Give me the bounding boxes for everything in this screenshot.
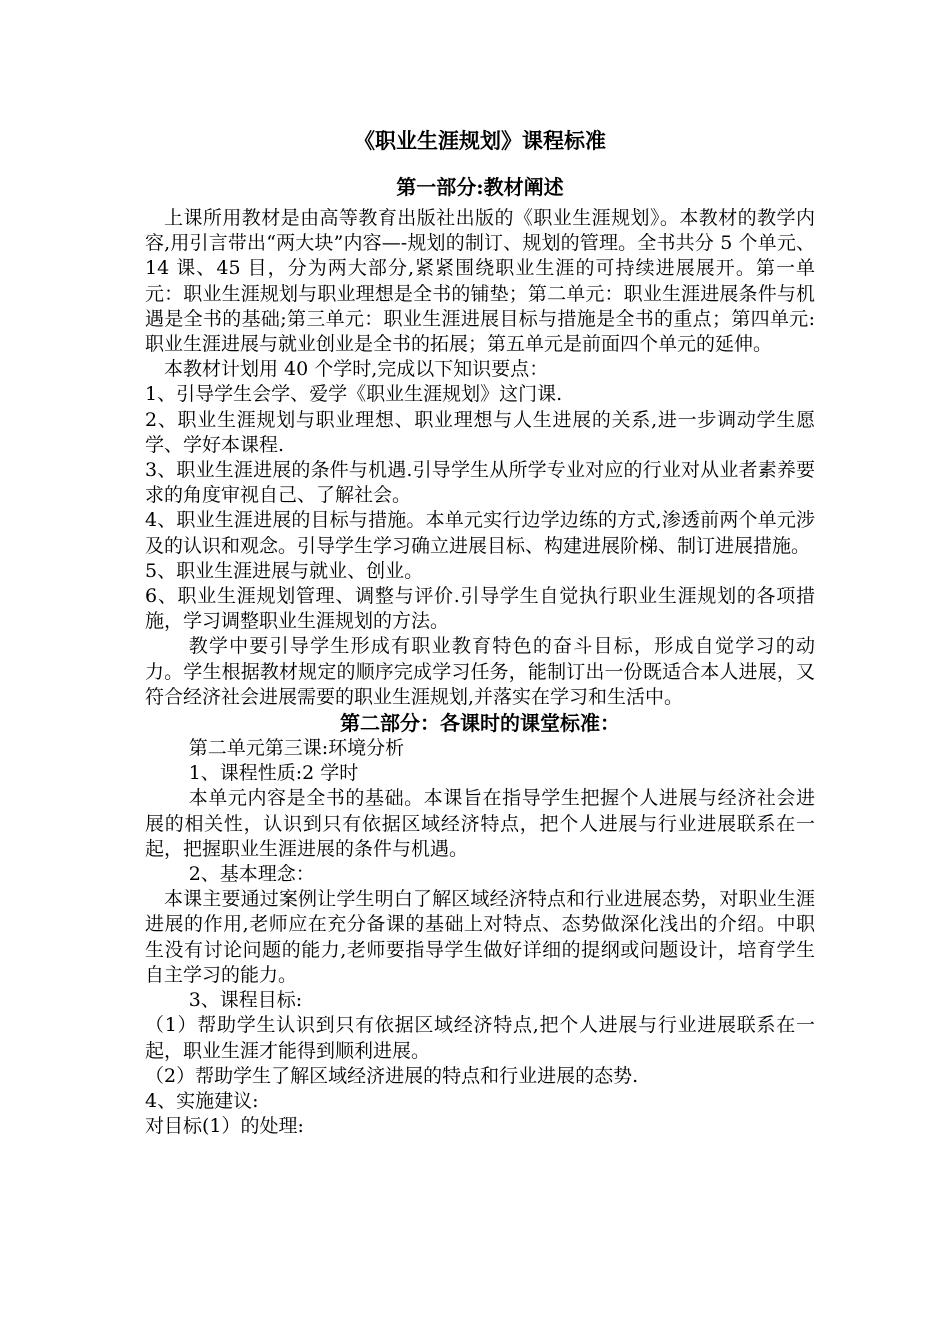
- list-item: 1、引导学生会学、爱学《职业生涯规划》这门课.: [145, 383, 563, 406]
- list-item: 5、职业生涯进展与就业、创业。: [145, 559, 424, 582]
- advice-title: 4、实施建议:: [145, 1089, 259, 1112]
- part1-intro-paragraph: 上课所用教材是由高等教育出版社出版的《职业生涯规划》。本教材的教学内容,用引言带出“两大块”内容—-规划的制订、规划的管理。全书共分 5 个单元、14 课、45 目，分为两大部分,紧紧围绕职业生涯的可持续进展展开。第一单元：职业生涯规划与职业理想是全书的铺垫；第二单元：职业生涯进展条件与机遇是全书的基础;第三单元：职业生涯进展目标与措施是全书的重点；第四单元:职业生涯进展与就业创业是全书的拓展；第五单元是前面四个单元的延伸。: [145, 207, 815, 356]
- part2-heading: 第二部分：各课时的课堂标准：: [340, 711, 620, 736]
- part1-heading: 第一部分:教材阐述: [396, 175, 564, 199]
- knowledge-points-list: [145, 382, 815, 634]
- part1-closing-paragraph: 教学中要引导学生形成有职业教育特色的奋斗目标，形成自觉学习的动力。学生根据教材规定的顺序完成学习任务，能制订出一份既适合本人进展，又符合经济社会进展需要的职业生涯规划,并落实在学习和生活中。: [145, 635, 815, 708]
- document-page: [145, 128, 815, 1139]
- goal-item: （2）帮助学生了解区域经济进展的特点和行业进展的态势.: [145, 1064, 639, 1087]
- advice-goal1-title: 对目标(1）的处理:: [145, 1115, 304, 1138]
- goals-title: 3、课程目标:: [188, 989, 303, 1012]
- list-item: 3、职业生涯进展的条件与机遇.引导学生从所学专业对应的行业对从业者素养要求的角度审视自己、了解社会。: [145, 459, 815, 507]
- list-item: 6、职业生涯规划管理、调整与评价.引导学生自觉执行职业生涯规划的各项措施，学习调整职业生涯规划的方法。: [145, 585, 815, 633]
- list-item: 2、职业生涯规划与职业理想、职业理想与人生进展的关系,进一步调动学生愿学、学好本课程.: [145, 408, 815, 456]
- nature-paragraph: 本单元内容是全书的基础。本课旨在指导学生把握个人进展与经济社会进展的相关性，认识到只有依据区域经济特点，把个人进展与行业进展联系在一起，把握职业生涯进展的条件与机遇。: [145, 787, 815, 860]
- document-title: 《职业生涯规划》课程标准: [354, 128, 606, 153]
- concept-paragraph: 本课主要通过案例让学生明白了解区域经济特点和行业进展态势，对职业生涯进展的作用,老师应在充分备课的基础上对特点、态势做深化浅出的介绍。中职生没有讨论问题的能力,老师要指导学生做好详细的提纲或问题设计，培育学生自主学习的能力。: [145, 888, 815, 986]
- nature-title: 1、课程性质:2 学时: [188, 762, 359, 785]
- goal-item: （1）帮助学生认识到只有依据区域经济特点,把个人进展与行业进展联系在一起，职业生涯才能得到顺利进展。: [145, 1014, 815, 1062]
- list-item: 4、职业生涯进展的目标与措施。本单元实行边学边练的方式,渗透前两个单元涉及的认识和观念。引导学生学习确立进展目标、构建进展阶梯、制订进展措施。: [145, 509, 815, 557]
- part1-plan-paragraph: 本教材计划用 40 个学时,完成以下知识要点：: [164, 358, 549, 381]
- concept-title: 2、基本理念：: [188, 863, 315, 886]
- lesson-title: 第二单元第三课:环境分析: [188, 737, 405, 760]
